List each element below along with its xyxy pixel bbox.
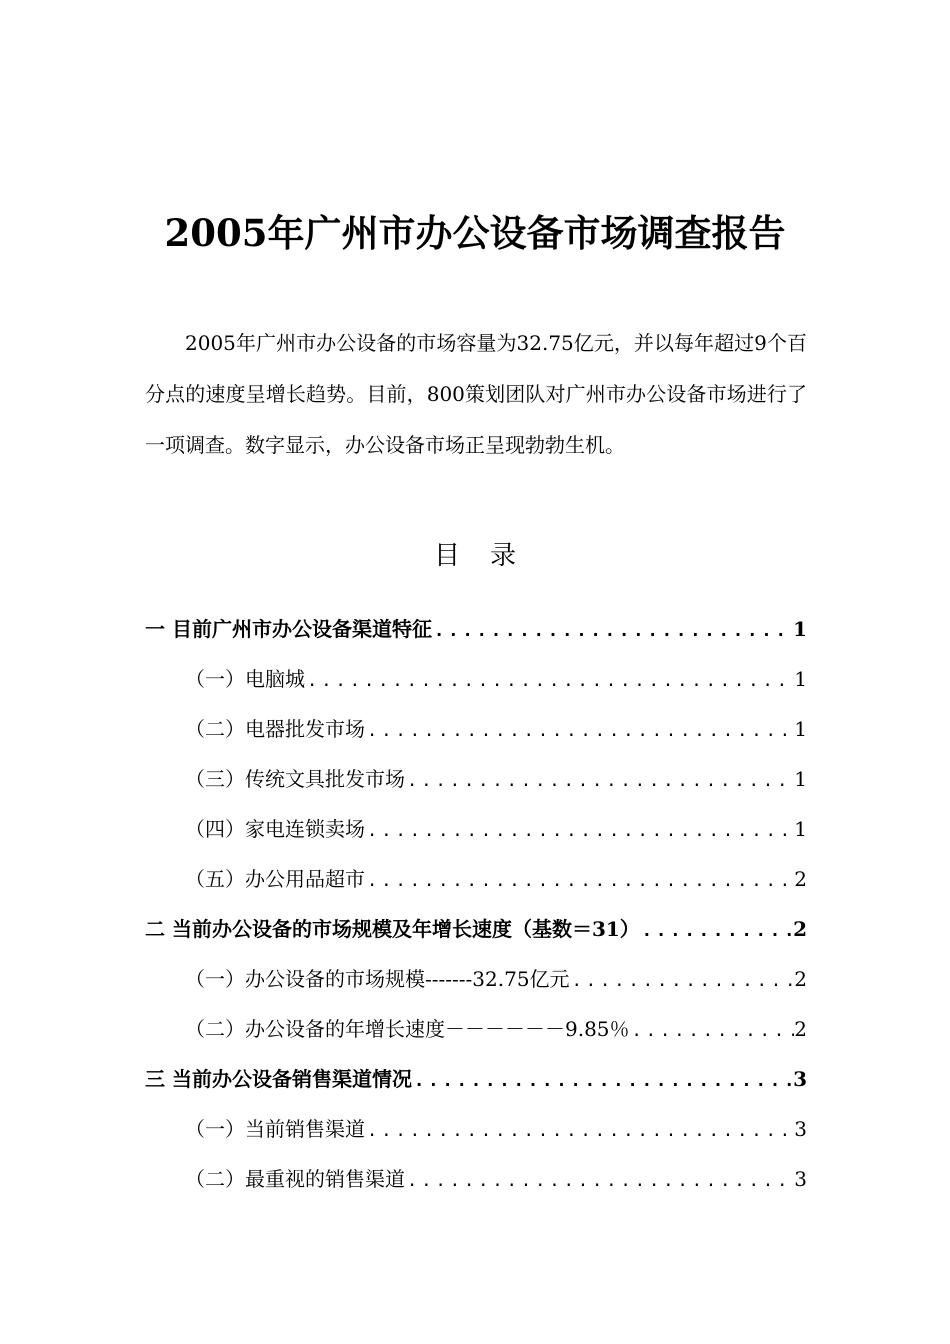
toc-entry-label: （二）办公设备的年增长速度－－－－－－9.85％ (185, 1017, 630, 1041)
toc-leader-dots (367, 1108, 794, 1154)
toc-entry[interactable] (145, 1106, 807, 1156)
toc-entry-page: 1 (794, 767, 807, 791)
intro-paragraph: 2005年广州市办公设备的市场容量为32.75亿元，并以每年超过9个百分点的速度呈增长趋势。目前，800策划团队对广州市办公设备市场进行了一项调查。数字显示，办公设备市场正呈现勃勃生机。 (145, 331, 807, 457)
toc-entry-page: 2 (794, 1017, 807, 1041)
toc-entry-page: 3 (793, 1067, 807, 1091)
toc-leader-dots (367, 808, 794, 854)
toc-entry[interactable] (145, 906, 807, 956)
toc-leader-dots (414, 1058, 793, 1104)
toc-entry[interactable] (145, 656, 807, 706)
toc-entry-label: （五）办公用品超市 (185, 867, 365, 891)
toc-entry-page: 1 (794, 667, 807, 691)
toc-leader-dots (632, 1008, 795, 1054)
document-title: 2005年广州市办公设备市场调查报告 (164, 211, 786, 255)
toc-entry-label: （三）传统文具批发市场 (185, 767, 405, 791)
toc-entry-label: （二）最重视的销售渠道 (185, 1167, 405, 1191)
toc-leader-dots (434, 608, 793, 654)
toc-leader-dots (307, 658, 794, 704)
table-of-contents (145, 606, 807, 1206)
toc-entry-page: 2 (794, 967, 807, 991)
toc-entry-label: （一）当前销售渠道 (185, 1117, 365, 1141)
toc-entry-page: 1 (794, 817, 807, 841)
toc-entry-page: 3 (794, 1167, 807, 1191)
toc-entry[interactable] (145, 856, 807, 906)
toc-entry-label: 三 当前办公设备销售渠道情况 (145, 1067, 412, 1091)
toc-leader-dots (572, 958, 795, 1004)
toc-entry-page: 3 (794, 1117, 807, 1141)
toc-entry-page: 2 (794, 867, 807, 891)
toc-leader-dots (407, 758, 794, 804)
toc-entry-label: （二）电器批发市场 (185, 717, 365, 741)
toc-entry-page: 2 (793, 917, 807, 941)
toc-entry[interactable] (145, 1056, 807, 1106)
toc-entry-page: 1 (793, 617, 807, 641)
toc-entry-label: （一）电脑城 (185, 667, 305, 691)
toc-heading: 目录 (433, 541, 546, 571)
toc-entry[interactable] (145, 706, 807, 756)
toc-entry[interactable] (145, 806, 807, 856)
toc-leader-dots (407, 1158, 794, 1204)
toc-leader-dots (367, 708, 794, 754)
toc-entry[interactable] (145, 606, 807, 656)
toc-entry-label: （四）家电连锁卖场 (185, 817, 365, 841)
toc-entry[interactable] (145, 756, 807, 806)
toc-leader-dots (367, 858, 794, 904)
toc-entry[interactable] (145, 956, 807, 1006)
toc-entry-label: 二 当前办公设备的市场规模及年增长速度（基数＝31） (145, 917, 640, 941)
toc-entry-label: （一）办公设备的市场规模-------32.75亿元 (185, 967, 570, 991)
toc-entry-page: 1 (794, 717, 807, 741)
toc-entry-label: 一 目前广州市办公设备渠道特征 (145, 617, 432, 641)
toc-leader-dots (642, 908, 793, 954)
toc-entry[interactable] (145, 1006, 807, 1056)
toc-entry[interactable] (145, 1156, 807, 1206)
